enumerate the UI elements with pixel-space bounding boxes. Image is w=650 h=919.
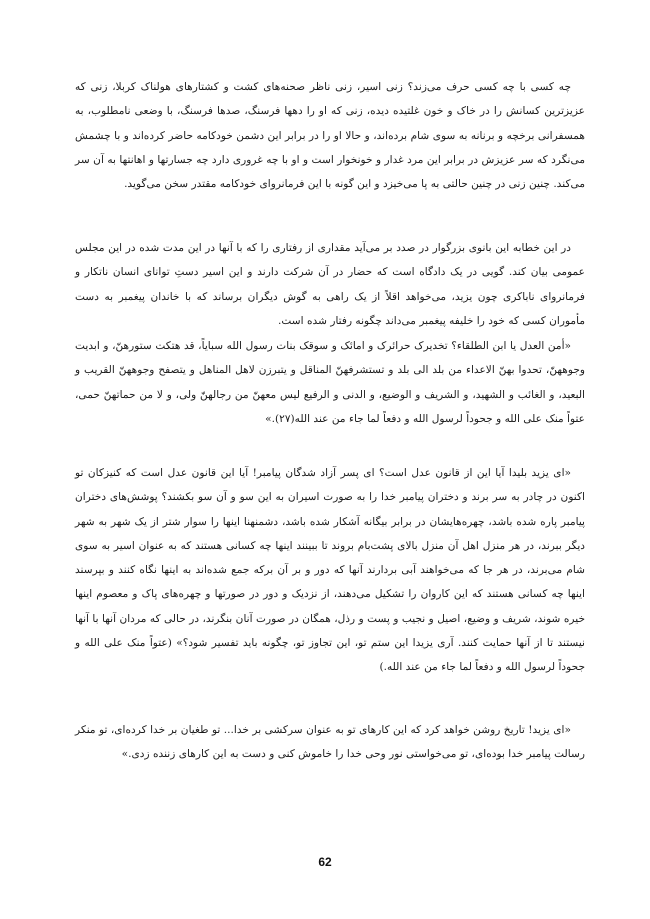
- paragraph-text: «ای یزید بلیدا آیا این از قانون عدل است؟ ای پسر آزاد شدگان پیامبر! آیا این قانون عدل است که کنیزکان تو اکنون در چادر به سر برند و دختران پیامبر خدا را به صورت اسیران به این سو و آن سو بکشند؟ پوشش‌های دختران پیامبر پاره شده باشد، چهره‌هایشان در برابر بیگانه آشکار شده باشد، دشمنهنا اینها را سوار شتر از یک شهر به شهر دیگر ببرند، در هر منزل اهل آن منزل بالای پشت‌بام بروند تا ببینند اینها چه کسانی هستند که به عنوان اسیر به سوی شام می‌برند، در هر جا که می‌خواهند آبی بردارند آنها که دور و بر آن برکه جمع شده‌اند به اینها نگاه کنند و بپرسند اینها چه کسانی هستند که این کاروان را تشکیل می‌دهند، از نزدیک و دور در صورتها و چهره‌های پاک و معصوم اینها خیره شوند، شریف و وضیع، اصیل و نجیب و پست و رذل، همگان در صورت آنان بنگرند، در حالی که مردان آنها با آنها نیستند تا از آنها حمایت کنند. آری یزیدا این ستم تو، این تجاوز تو، چگونه باید تفسیر شود؟» (عتواً منک علی الله و جحوداً لرسول الله و دفعاً لما جاء من عند الله.): [75, 467, 585, 674]
- paragraph-sermon-context: [75, 236, 585, 333]
- paragraph-text: «ای یزید! تاریخ روشن خواهد کرد که این کارهای تو به عنوان سرکشی بر خدا... تو طغیان بر خدا کرده‌ای، تو منکر رسالت پیامبر خدا بوده‌ای، تو می‌خواستی نور وحی خدا را خاموش کنی و دست به این کارهای زننده زدی.»: [75, 724, 585, 761]
- paragraph-text: در این خطابه این بانوی بزرگوار در صدد بر می‌آید مقداری از رفتاری را که با آنها در این مدت شده در این مجلس عمومی بیان کند. گویی در یک دادگاه است که حضار در آن شرکت دارند و این اسیر دستِ توانای انسان ناتکار و فرمانروای ناباکری چون یزید، می‌خواهد اقلاً از یک راهی به گوش دیگران برساند که با خاندان پیغمبر به دست مأموران کسی که خود را خلیفه پیغمبر می‌داند چگونه رفتار شده است.: [75, 242, 585, 327]
- paragraph-translation: [75, 461, 585, 680]
- paragraph-text: «أمن العدل یا ابن الطلقاء؟ تخدیرک حرائرک و امائک و سوقک بنات رسول الله سبایاً، قد هتکت ستورهنّ، و ابدیت وجوههنّ، تحدوا بهنّ الاعداء من بلد الی بلد و تستشرفهنّ المناقل و یتبرزن لاهل المناهل و یتصفح وجوههنّ القریب و البعید، و الغائب و الشهید، و الشریف و الوضیع، و الدنی و الرفیع لیس معهنّ من رجالهنّ ولی، و لا من حماتهنّ حمی، عتواً منک علی الله و جحوداً لرسول الله و دفعاً لما جاء من عند الله(۲۷).»: [75, 340, 585, 425]
- paragraph-conclusion: [75, 718, 585, 767]
- paragraph-intro: [75, 75, 585, 196]
- paragraph-text: چه کسی با چه کسی حرف می‌زند؟ زنی اسیر، زنی ناظر صحنه‌های کشت و کشتارهای هولناک کربلا، زنی که عزیزترین کسانش را در خاک و خون غلتیده دیده، زنی که او را دهها فرسنگ، صدها فرسنگ، با وضعی نامطلوب، به همسفرانی برخچه و برنانه به سوی شام برده‌اند، و حالا او را در برابر این دشمن خودکامه حاضر کرده‌اند و با چشمش می‌نگرد که سر عزیزش در برابر این مرد غدار و خونخوار است و او با چه غروری دارد چه جسارتها و اهانتها به آن سر می‌کند. چنین زنی در چنین حالتی به پا می‌خیزد و این گونه با این فرمانروای خودکامه مقتدر سخن می‌گوید.: [75, 81, 585, 191]
- paragraph-arabic-quote: [75, 334, 585, 431]
- page-number: 62: [318, 855, 332, 869]
